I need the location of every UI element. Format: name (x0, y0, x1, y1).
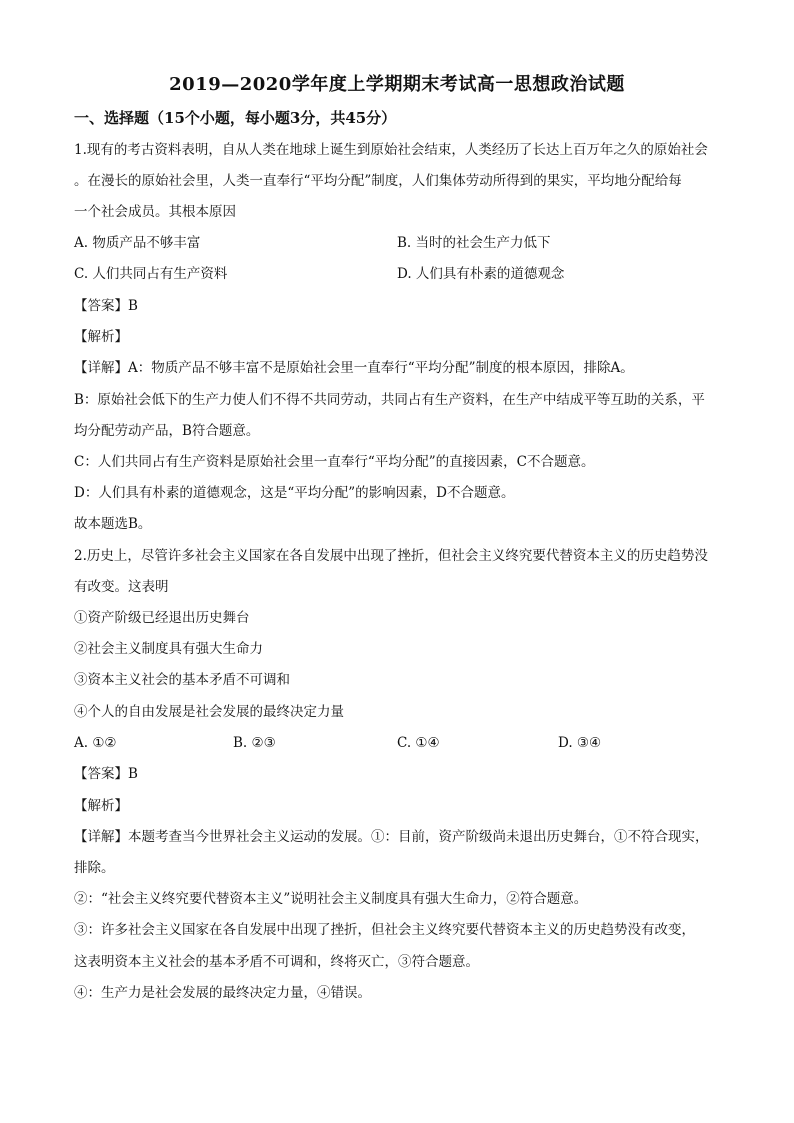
q2-detail-line-1: 【详解】本题考查当今世界社会主义运动的发展。①：目前，资产阶级尚未退出历史舞台，①不符合现实， (74, 829, 709, 845)
q2-stem-line-2: 有改变。这表明 (74, 579, 169, 595)
q2-statement-2: ②社会主义制度具有强大生命力 (74, 641, 263, 657)
q1-answer: 【答案】B (74, 298, 138, 314)
q2-answer: 【答案】B (74, 766, 138, 782)
q1-analysis-label: 【解析】 (74, 329, 128, 345)
q1-stem-line-3: 一个社会成员。其根本原因 (74, 204, 236, 220)
q1-detail-line-4: C：人们共同占有生产资料是原始社会里一直奉行“平均分配”的直接因素，C不合题意。 (74, 454, 595, 470)
q1-detail-line-3: 均分配劳动产品，B符合题意。 (74, 423, 260, 439)
q2-option-b: B. ②③ (233, 735, 276, 751)
q2-analysis-label: 【解析】 (74, 798, 128, 814)
q2-option-c: C. ①④ (397, 735, 440, 751)
section-heading: 一、选择题（15个小题，每小题3分，共45分） (74, 109, 397, 127)
q2-detail-line-2: 排除。 (74, 860, 115, 876)
q2-detail-line-5: 这表明资本主义社会的基本矛盾不可调和，终将灭亡，③符合题意。 (74, 954, 479, 970)
q2-detail-line-4: ③：许多社会主义国家在各自发展中出现了挫折，但社会主义终究要代替资本主义的历史趋势没有改变， (74, 922, 695, 938)
q1-stem-line-1: 1.现有的考古资料表明，自从人类在地球上诞生到原始社会结束，人类经历了长达上百万年之久的原始社会 (74, 142, 708, 158)
q2-option-a: A. ①② (74, 735, 117, 751)
q1-option-d: D. 人们具有朴素的道德观念 (397, 266, 565, 282)
q2-statement-4: ④个人的自由发展是社会发展的最终决定力量 (74, 704, 344, 720)
q1-option-a: A. 物质产品不够丰富 (74, 235, 201, 251)
q2-stem-line-1: 2.历史上，尽管许多社会主义国家在各自发展中出现了挫折，但社会主义终究要代替资本主义的历史趋势没 (74, 548, 708, 564)
q1-option-c: C. 人们共同占有生产资料 (74, 266, 228, 282)
q2-statement-3: ③资本主义社会的基本矛盾不可调和 (74, 672, 290, 688)
q1-stem-line-2: 。在漫长的原始社会里，人类一直奉行“平均分配”制度，人们集体劳动所得到的果实，平均地分配给每 (74, 173, 682, 189)
q2-option-d: D. ③④ (558, 735, 602, 751)
q2-detail-line-3: ②：“社会主义终究要代替资本主义”说明社会主义制度具有强大生命力，②符合题意。 (74, 891, 588, 907)
q2-detail-line-6: ④：生产力是社会发展的最终决定力量，④错误。 (74, 985, 371, 1001)
q1-detail-line-5: D：人们具有朴素的道德观念，这是“平均分配”的影响因素，D不合题意。 (74, 485, 515, 501)
q2-statement-1: ①资产阶级已经退出历史舞台 (74, 610, 250, 626)
q1-detail-line-6: 故本题选B。 (74, 516, 152, 532)
q1-detail-line-2: B：原始社会低下的生产力使人们不得不共同劳动，共同占有生产资料，在生产中结成平等互助的关系，平 (74, 392, 705, 408)
page-title: 2019—2020学年度上学期期末考试高一思想政治试题 (169, 74, 625, 95)
q1-detail-line-1: 【详解】A：物质产品不够丰富不是原始社会里一直奉行“平均分配”制度的根本原因，排除A。 (74, 360, 634, 376)
q1-option-b: B. 当时的社会生产力低下 (397, 235, 551, 251)
